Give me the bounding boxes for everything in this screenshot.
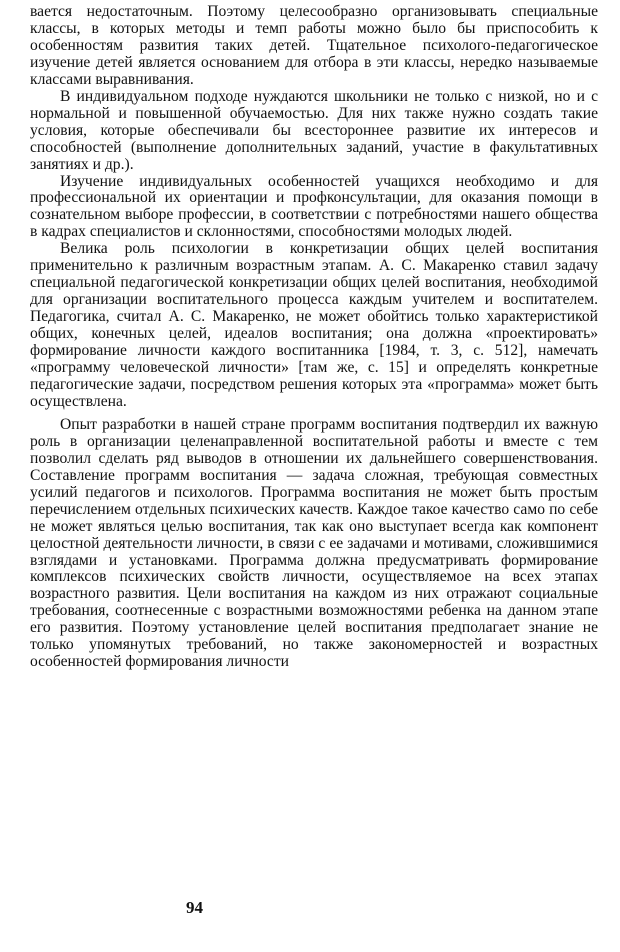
paragraph-continuation: вается недостаточным. Поэтому целесообразно организовывать специальные классы, в которых методы и темп работы можно было бы приспособить к особенностям развития таких детей. Тщательное психолого-педагогическое изучение детей является основанием для отбора в эти классы, нередко называемые классами выравнивания.	[30, 3, 598, 88]
paragraph-individual-approach: В индивидуальном подходе нуждаются школьники не только с низкой, но и с нормальной и повышенной обучаемостью. Для них также нужно создать такие условия, которые обеспечивали бы всестороннее развитие их интересов и способностей (выполнение дополнительных заданий, участие в факультативных занятиях и др.).	[30, 87, 598, 173]
page-number: 94	[186, 898, 203, 917]
paragraph-career-guidance: Изучение индивидуальных особенностей учащихся необходимо и для профессиональной их ориентации и профконсультации, для оказания помощи в сознательном выборе профессии, в соответствии с потребностями нашего общества в кадрах специалистов и склонностями, способностями молодых людей.	[30, 172, 598, 241]
paragraph-education-programs: Опыт разработки в нашей стране программ воспитания подтвердил их важную роль в организации целенаправленной воспитательной работы и вместе с тем позволил сделать ряд выводов в отношении их дальнейшего совершенствования. Составление программ воспитания — задача сложная, требующая совместных усилий педагогов и психологов. Программа воспитания не может быть простым перечислением отдельных психических качеств. Каждое такое качество само по себе не может являться целью воспитания, так как оно выступает всегда как компонент целостной деятельности личности, в связи с ее задачами и мотивами, сложившимися взглядами и установками. Программа должна предусматривать формирование комплексов психических свойств личности, осуществляемое на всех этапах возрастного развития. Цели воспитания на каждом из них отражают социальные требования, соотнесенные с возрастными возможностями ребенка на данном этапе его развития. Поэтому установление целей воспитания предполагает знание не только упомянутых требований, но также закономерностей и возрастных особенностей формирования личности	[30, 415, 598, 671]
page-body	[30, 4, 598, 671]
paragraph-role-of-psychology: Велика роль психологии в конкретизации общих целей воспитания применительно к различным возрастным этапам. А. С. Макаренко ставил задачу специальной педагогической конкретизации общих целей воспитания, необходимой для организации воспитательного процесса каждым учителем и воспитателем. Педагогика, считал А. С. Макаренко, не может обойтись только характеристикой общих, конечных целей, идеалов воспитания; она должна «проектировать» формирование личности каждого воспитанника [1984, т. 3, с. 512], намечать «программу человеческой личности» [там же, с. 15] и определять конкретные педагогические задачи, посредством решения которых эта «программа» может быть осуществлена.	[30, 240, 598, 410]
